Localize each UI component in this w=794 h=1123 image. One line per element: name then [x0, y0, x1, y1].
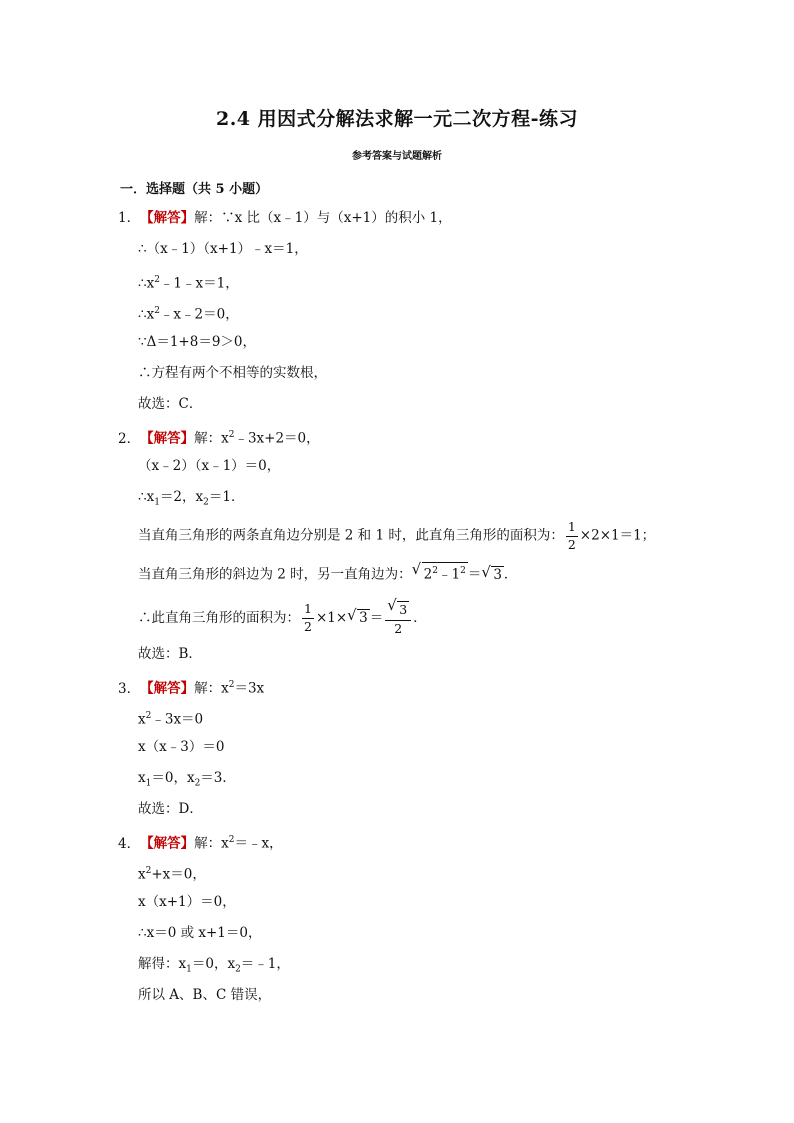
- sqrt-three: √ 3: [348, 608, 370, 628]
- q3-number: 3．: [118, 680, 141, 697]
- q4-line-5: 解得：$x_1=0$，$x_2=﹣1$，: [138, 956, 290, 975]
- q4-line-6: 所以 A、B、C 错误，: [138, 987, 272, 1003]
- q1-line-3: $\therefore x^2﹣1﹣x=1$，: [138, 275, 239, 292]
- q3-line-1: 3．【解答】解：$x^2=3x$: [118, 680, 265, 697]
- q2-line-3: $\therefore x_1=2$，$x_2=1$．: [138, 489, 245, 508]
- page-title: 2.4 用因式分解法求解一元二次方程-练习: [215, 108, 579, 130]
- q3-answer-label: 【解答】: [140, 680, 195, 697]
- q2-line-2: （x﹣2）（x﹣1）＝0，: [138, 458, 281, 474]
- q3-line-4: $x_1=0$，$x_2=3$．: [138, 770, 236, 789]
- q2-line-1: 2．【解答】解：$x^2﹣3x+2=0$，: [118, 430, 320, 447]
- page-subtitle: 参考答案与试题解析: [352, 151, 442, 162]
- q3-line-3: x（x﹣3）＝0: [138, 739, 225, 755]
- fraction-one-half: $\frac{1}{2}$: [304, 601, 312, 634]
- q4-answer-label: 【解答】: [140, 835, 195, 852]
- q3-line-5: 故选：D．: [138, 801, 203, 817]
- q1-line-1: 1．【解答】解：∵x 比（x﹣1）与（x+1）的积小 1，: [118, 210, 452, 226]
- q4-line-2: $x^2+x=0$，: [138, 866, 206, 883]
- q2-line-4: 当直角三角形的两条直角边分别是 2 和 1 时，此直角三角形的面积为： $\frac{1}{2}$ ×2×1＝1；: [138, 519, 656, 552]
- section-heading: 一．选择题（共 5 小题）: [120, 182, 269, 197]
- q3-line-2: $x^2﹣3x=0$: [138, 711, 204, 728]
- q2-line-7: 故选：B．: [138, 646, 202, 662]
- fraction-sqrt3-over-2: √ $\frac{3}{2}$: [385, 601, 411, 636]
- q1-line-4: $\therefore x^2﹣x﹣2=0$，: [138, 306, 239, 323]
- q4-line-4: ∴x＝0 或 x+1＝0，: [138, 925, 262, 941]
- q1-line-5: ∵Δ＝1+8＝9＞0，: [138, 334, 257, 350]
- sqrt-three: √ 3: [482, 565, 504, 585]
- fraction-one-half: $\frac{1}{2}$: [567, 519, 576, 552]
- sqrt-expression: √ $2^2﹣1^2$: [413, 562, 468, 585]
- q1-number: 1．: [118, 210, 141, 226]
- q4-number: 4．: [118, 835, 141, 852]
- q2-line-6: ∴此直角三角形的面积为： $\frac{1}{2}$ ×1×√ 3 ＝ √ $\frac{3}{2}$ ．: [138, 601, 427, 637]
- q1-line-2: ∴（x﹣1）（x+1）﹣x＝1，: [138, 241, 308, 257]
- q2-line-5: 当直角三角形的斜边为 2 时，另一直角边为：√ $2^2﹣1^2$ ＝√ 3 ．: [138, 562, 517, 584]
- q1-answer-label: 【解答】: [140, 210, 195, 226]
- q1-line-6: ∴方程有两个不相等的实数根，: [138, 365, 327, 381]
- q2-answer-label: 【解答】: [140, 430, 195, 447]
- q4-line-3: x（x+1）＝0，: [138, 894, 236, 910]
- q2-number: 2．: [118, 430, 141, 447]
- q1-line-7: 故选：C．: [138, 396, 203, 412]
- q4-line-1: 4．【解答】解：$x^2=﹣x$，: [118, 835, 283, 852]
